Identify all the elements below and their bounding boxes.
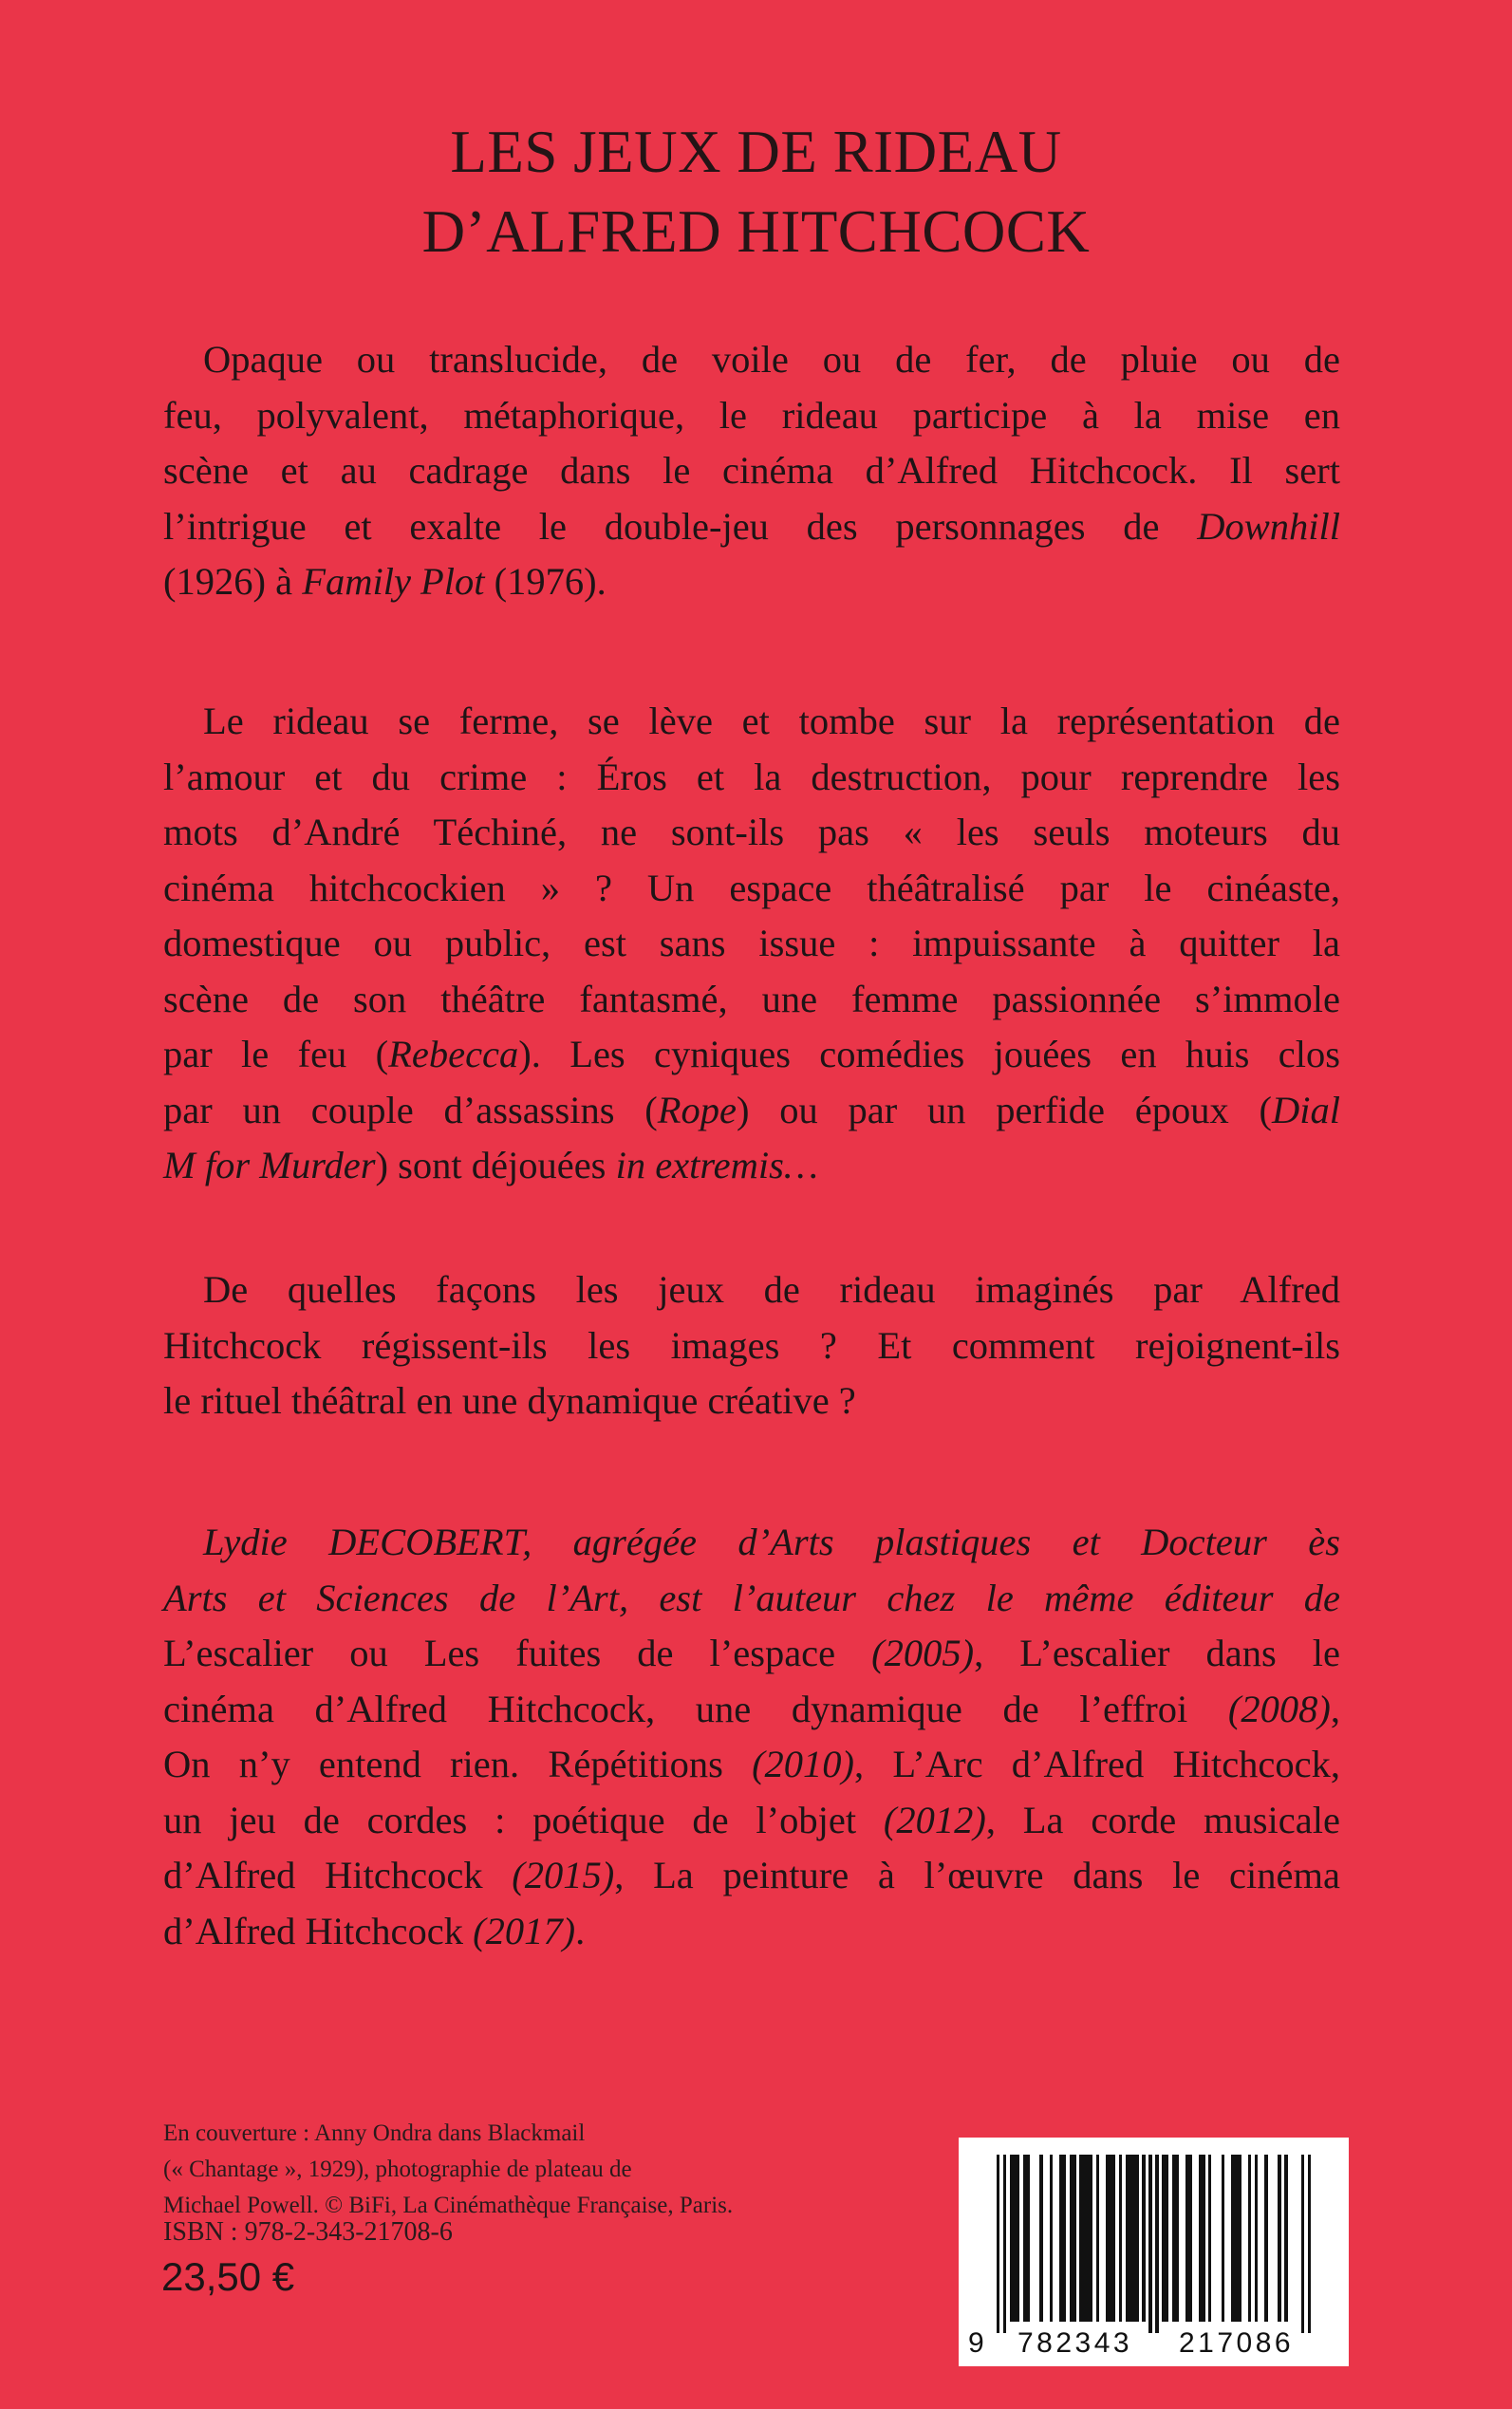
barcode-bar — [1119, 2155, 1122, 2322]
barcode-bars — [997, 2155, 1311, 2325]
text-run: par un couple d’assassins ( — [163, 1088, 658, 1131]
text-run: , — [1330, 1687, 1340, 1730]
text-line — [163, 1626, 1340, 1682]
price: 23,50 € — [161, 2254, 295, 2299]
text-line: cinéma hitchcockien » ? Un espace théâtralisé par le cinéaste, — [163, 866, 1340, 909]
barcode-bar — [1231, 2155, 1241, 2322]
text-line: scène de son théâtre fantasmé, une femme passionnée s’immole — [163, 977, 1340, 1020]
barcode-bar — [1106, 2155, 1115, 2322]
book-title-ref: un jeu de cordes : poétique de l’objet — [163, 1798, 884, 1841]
year: (2005) — [871, 1632, 975, 1674]
barcode — [959, 2138, 1349, 2366]
barcode-digits — [968, 2327, 1339, 2362]
author-bio — [163, 1515, 1340, 1959]
year: (2015) — [512, 1854, 615, 1896]
credit-line: (« Chantage », 1929), photographie de plateau de — [163, 2157, 632, 2182]
text-line: scène et au cadrage dans le cinéma d’Alfred Hitchcock. Il sert — [163, 449, 1340, 492]
text-run: ) ou par un perfide époux ( — [736, 1088, 1272, 1131]
text-line — [163, 1848, 1340, 1904]
book-title-ref: L’escalier ou Les fuites de l’espace — [163, 1632, 872, 1674]
barcode-bar — [1003, 2155, 1006, 2333]
text-line: mots d’André Téchiné, ne sont-ils pas « les seuls moteurs du — [163, 811, 1340, 853]
book-title-ref: d’Alfred Hitchcock — [163, 1909, 474, 1952]
barcode-bar — [1248, 2155, 1251, 2322]
barcode-bar — [1070, 2155, 1076, 2322]
film-title: Family Plot — [302, 560, 485, 603]
barcode-bar — [1255, 2155, 1258, 2322]
text-line — [163, 1027, 1340, 1083]
barcode-bar — [1264, 2155, 1267, 2322]
barcode-bar — [1155, 2155, 1158, 2333]
text-line — [163, 1515, 1340, 1571]
text-run: l’intrigue et exalte le double-jeu des personnages de — [163, 504, 1198, 548]
synopsis-paragraph-1 — [163, 332, 1340, 610]
text-line: feu, polyvalent, métaphorique, le rideau participe à la mise en — [163, 393, 1340, 437]
text-line: Opaque ou translucide, de voile ou de fer, de pluie ou de — [203, 338, 1340, 381]
credit-line: Michael Powell. © BiFi, La Cinémathèque Française, Paris. — [163, 2193, 734, 2218]
year: (2010) — [752, 1743, 855, 1785]
text-run: ) sont déjouées — [375, 1144, 616, 1186]
text-line — [163, 1904, 1340, 1960]
barcode-first-digit: 9 — [968, 2327, 988, 2359]
text-line — [163, 1138, 1340, 1194]
text-line — [163, 1737, 1340, 1793]
text-run: par le feu ( — [163, 1033, 389, 1075]
text-line: De quelles façons les jeux de rideau imaginés par Alfred — [203, 1268, 1340, 1311]
barcode-bar — [1172, 2155, 1179, 2322]
barcode-bar — [1079, 2155, 1092, 2322]
book-title-ref: , L’escalier dans le — [974, 1632, 1340, 1674]
synopsis-paragraph-2 — [163, 694, 1340, 1194]
barcode-bar — [1126, 2155, 1139, 2322]
barcode-bar — [1142, 2155, 1145, 2322]
barcode-bar — [1023, 2155, 1030, 2322]
credit-line: En couverture : Anny Ondra dans Blackmail — [163, 2120, 586, 2146]
text-line: Le rideau se ferme, se lève et tombe sur la représentation de — [203, 700, 1340, 742]
italic-phrase: in extremis… — [615, 1144, 818, 1186]
book-title-ref: cinéma d’Alfred Hitchcock, une dynamique de l’effroi — [163, 1687, 1228, 1730]
year: (2017) — [473, 1909, 576, 1952]
barcode-bar — [1010, 2155, 1019, 2322]
cover-credit — [163, 2116, 733, 2224]
text-run: (1976). — [484, 560, 607, 603]
barcode-bar — [1162, 2155, 1168, 2322]
text-run: ). Les cyniques comédies jouées en huis clos — [518, 1033, 1340, 1075]
barcode-bar — [1039, 2155, 1042, 2322]
isbn: ISBN : 978-2-343-21708-6 — [163, 2217, 453, 2247]
text-line — [163, 1793, 1340, 1849]
barcode-bar — [1284, 2155, 1287, 2322]
film-title: Rebecca — [388, 1033, 519, 1075]
text-run: . — [575, 1909, 586, 1952]
barcode-bar — [1199, 2155, 1205, 2322]
barcode-bar — [1301, 2155, 1304, 2333]
book-title-ref: , La peinture à l’œuvre dans le cinéma — [614, 1854, 1340, 1896]
barcode-bar — [1096, 2155, 1099, 2322]
barcode-bar — [1148, 2155, 1151, 2333]
book-title-ref: , La corde musicale — [985, 1798, 1340, 1841]
text-line: Hitchcock régissent-ils les images ? Et comment rejoignent-ils — [163, 1323, 1340, 1367]
text-line — [163, 1571, 1340, 1627]
film-title: Dial — [1271, 1088, 1340, 1131]
text-line: domestique ou public, est sans issue : impuissante à quitter la — [163, 922, 1340, 964]
title-line-1: LES JEUX DE RIDEAU — [450, 119, 1062, 185]
barcode-bar — [1208, 2155, 1211, 2322]
barcode-bar — [997, 2155, 999, 2333]
barcode-bar — [1059, 2155, 1066, 2322]
barcode-bar — [1278, 2155, 1280, 2322]
text-line — [163, 554, 1340, 610]
synopsis-paragraph-3 — [163, 1262, 1340, 1429]
text-run: (1926) à — [163, 560, 303, 603]
text-line: l’amour et du crime : Éros et la destruction, pour reprendre les — [163, 755, 1340, 798]
film-title: Downhill — [1197, 504, 1340, 548]
barcode-left-group: 782343 — [1017, 2327, 1133, 2359]
title-line-2: D’ALFRED HITCHCOCK — [421, 198, 1091, 265]
book-title-ref: d’Alfred Hitchcock — [163, 1854, 513, 1896]
text-line — [163, 1083, 1340, 1139]
film-title: M for Murder — [163, 1144, 376, 1186]
year: (2012) — [883, 1798, 986, 1841]
barcode-bar — [1050, 2155, 1053, 2322]
text-run: Lydie DECOBERT, agrégée d’Arts plastiques et Docteur ès — [203, 1521, 1340, 1563]
barcode-bar — [1222, 2155, 1224, 2322]
barcode-right-group: 217086 — [1179, 2327, 1295, 2359]
text-run: Arts et Sciences de l’Art, est l’auteur chez le même éditeur de — [163, 1576, 1340, 1619]
text-line — [163, 1682, 1340, 1738]
text-line: le rituel théâtral en une dynamique créative ? — [163, 1379, 856, 1422]
book-title-ref: On n’y entend rien. Répétitions — [163, 1743, 753, 1785]
book-title-ref: , L’Arc d’Alfred Hitchcock, — [854, 1743, 1341, 1785]
year: (2008) — [1227, 1687, 1331, 1730]
film-title: Rope — [657, 1088, 737, 1131]
book-title — [0, 112, 1512, 271]
text-line — [163, 499, 1340, 555]
barcode-bar — [1308, 2155, 1311, 2333]
barcode-bar — [1185, 2155, 1192, 2322]
